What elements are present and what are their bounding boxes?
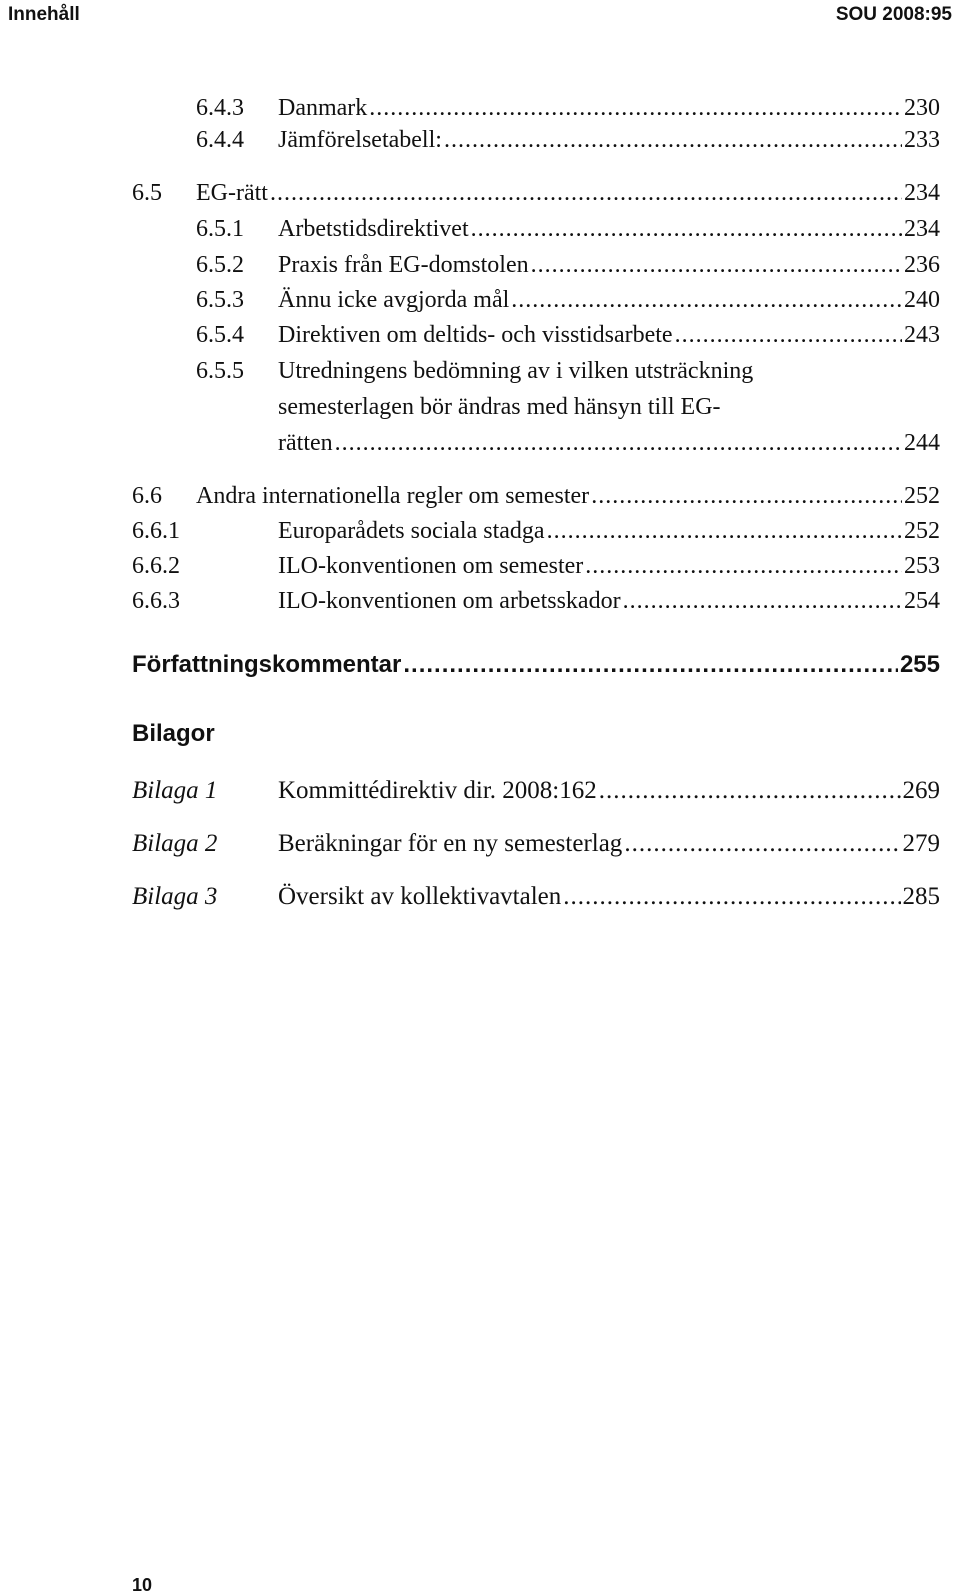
toc-entry-body: [132, 650, 940, 680]
toc-entry-title: Jämförelsetabell:: [278, 127, 442, 153]
toc-entry[interactable]: [0, 586, 960, 616]
toc-entry-title-line: Utredningens bedömning av i vilken utsträckning: [278, 358, 754, 384]
bilaga-label: Bilaga 2: [132, 830, 218, 857]
toc-entry[interactable]: [0, 93, 960, 123]
toc-entry-body: [278, 214, 940, 244]
toc-leader-dots: [623, 586, 902, 616]
toc-entry-body: [278, 428, 940, 458]
toc-leader-dots: [591, 481, 902, 511]
toc-entry-page: 230: [904, 95, 940, 121]
toc-entry-page: 236: [904, 252, 940, 278]
toc-entry-number: 6.5.1: [196, 216, 244, 242]
toc-entry-page: 243: [904, 322, 940, 348]
toc-leader-dots: [335, 428, 902, 458]
toc-leader-dots: [369, 93, 902, 123]
section-heading-bilagor: Bilagor: [132, 720, 215, 747]
toc-entry[interactable]: [0, 285, 960, 315]
toc-entry-number: 6.5: [132, 180, 162, 206]
toc-entry-title: Arbetstidsdirektivet: [278, 216, 469, 242]
toc-entry-title: Ännu icke avgjorda mål: [278, 287, 510, 313]
bilaga-label: Bilaga 3: [132, 883, 218, 910]
toc-entry-body: [278, 250, 940, 280]
toc-entry-page: 253: [904, 553, 940, 579]
toc-entry[interactable]: [0, 178, 960, 208]
toc-entry-page: 240: [904, 287, 940, 313]
toc-leader-dots: [675, 320, 902, 350]
toc-entry-number: 6.5.3: [196, 287, 244, 313]
toc-leader-dots: [403, 650, 898, 680]
toc-entry-body: [278, 551, 940, 581]
toc-entry-title: Kommittédirektiv dir. 2008:162: [278, 777, 597, 804]
bilaga-row: [0, 776, 960, 806]
toc-entry-number: 6.5.5: [196, 358, 244, 384]
page-number: 10: [132, 1575, 153, 1595]
toc-entry-body: [278, 586, 940, 616]
toc-entry-page: 252: [904, 518, 940, 544]
toc-entry-body: [278, 93, 940, 123]
toc-entry-page: 234: [904, 180, 940, 206]
toc-entry-page: 234: [904, 216, 940, 242]
toc-entry-title: rätten: [278, 430, 333, 456]
toc-entry-forfattningskommentar[interactable]: [0, 650, 960, 680]
toc-leader-dots: [511, 285, 902, 315]
toc-entry-title: Direktiven om deltids- och visstidsarbete: [278, 322, 673, 348]
toc-entry-body: [278, 285, 940, 315]
toc-entry-body: [278, 882, 940, 912]
toc-entry-number: 6.6: [132, 483, 162, 509]
toc-entry[interactable]: [0, 125, 960, 155]
toc-entry-body: [196, 481, 940, 511]
toc-entry-body: [278, 320, 940, 350]
toc-entry-title: Andra internationella regler om semester: [196, 483, 590, 509]
toc-leader-dots: [471, 214, 902, 244]
toc-entry-title: Författningskommentar: [132, 651, 402, 678]
toc-leader-dots: [585, 551, 902, 581]
toc-entry-page: 244: [904, 430, 940, 456]
toc-entry-body: [278, 516, 940, 546]
running-header-left: Innehåll: [8, 4, 80, 25]
toc-leader-dots: [531, 250, 902, 280]
toc-entry-page: 252: [904, 483, 940, 509]
toc-leader-dots: [547, 516, 902, 546]
toc-entry-page: 233: [904, 127, 940, 153]
toc-entry-body: [278, 829, 940, 859]
toc-leader-dots: [270, 178, 902, 208]
toc-entry-body: [278, 776, 940, 806]
toc-entry-page: 255: [899, 651, 940, 678]
toc-entry[interactable]: [0, 551, 960, 581]
toc-entry-body: [196, 178, 940, 208]
toc-entry-title: EG-rätt: [196, 180, 268, 206]
toc-entry-page: 269: [902, 777, 940, 804]
bilaga-label: Bilaga 1: [132, 777, 218, 804]
running-header: [8, 4, 952, 32]
toc-entry-number: 6.5.4: [196, 322, 244, 348]
bilaga-row: [0, 829, 960, 859]
toc-entry-title: Praxis från EG-domstolen: [278, 252, 529, 278]
toc-entry-number: 6.5.2: [196, 252, 244, 278]
toc-entry-number: 6.4.4: [196, 127, 244, 153]
running-header-right: SOU 2008:95: [835, 4, 952, 25]
toc-entry[interactable]: [0, 250, 960, 280]
toc-entry-title: ILO-konventionen om semester: [278, 553, 584, 579]
toc-entry-title: Danmark: [278, 95, 368, 121]
toc-entry-page: 254: [904, 588, 940, 614]
toc-entry-title: Beräkningar för en ny semesterlag: [278, 830, 623, 857]
toc-leader-dots: [444, 125, 902, 155]
toc-entry-last-line: [0, 428, 960, 458]
toc-entry[interactable]: [0, 516, 960, 546]
toc-leader-dots: [599, 776, 901, 806]
toc-leader-dots: [563, 882, 900, 912]
toc-entry[interactable]: [0, 481, 960, 511]
toc-entry[interactable]: [0, 320, 960, 350]
toc-entry-page: 279: [902, 830, 940, 857]
toc-entry-number: 6.4.3: [196, 95, 244, 121]
bilaga-row: [0, 882, 960, 912]
toc-entry-title: Översikt av kollektivavtalen: [278, 883, 562, 910]
toc-entry-page: 285: [902, 883, 940, 910]
toc-entry-title: Europarådets sociala stadga: [278, 518, 545, 544]
toc-leader-dots: [624, 829, 900, 859]
toc-entry-title-line: semesterlagen bör ändras med hänsyn till EG-: [278, 394, 721, 420]
toc-entry[interactable]: [0, 214, 960, 244]
toc-entry-title: ILO-konventionen om arbetsskador: [278, 588, 621, 614]
toc-entry-number: 6.6.3: [132, 588, 180, 614]
toc-entry-number: 6.6.1: [132, 518, 180, 544]
toc-entry-number: 6.6.2: [132, 553, 180, 579]
toc-entry-body: [278, 125, 940, 155]
